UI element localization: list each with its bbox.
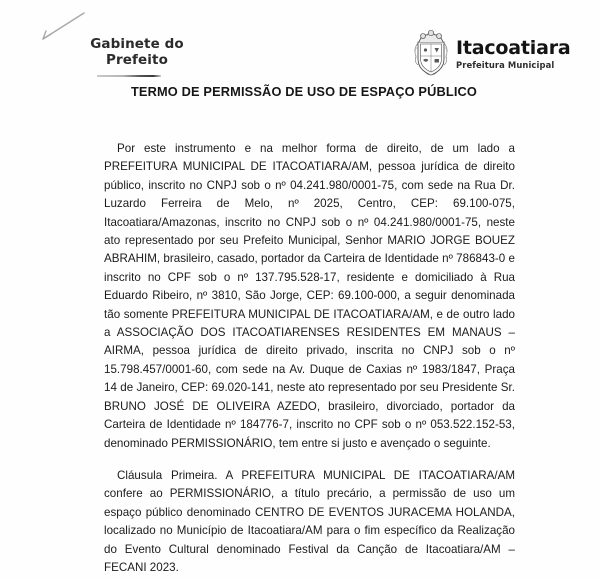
document-title: TERMO DE PERMISSÃO DE USO DE ESPAÇO PÚBLICO	[130, 84, 478, 99]
department-line-2: Prefeito	[106, 52, 168, 69]
document-header	[0, 0, 600, 86]
brand-subtitle: Prefeitura Municipal	[456, 59, 555, 70]
document-body	[104, 140, 515, 577]
municipality-brand	[412, 27, 571, 77]
brand-text-block	[456, 35, 571, 69]
department-line-1: Gabinete do	[90, 36, 184, 52]
department-heading	[72, 36, 202, 69]
paragraph-clause-first: Cláusula Primeira. A PREFEITURA MUNICIPAL DE ITACOATIARA/AM confere ao PERMISSIONÁRIO, a título precário, a permissão de uso um espaço público denominado CENTRO DE EVENTOS JURACEMA HOLANDA, localizado no Município de Itacoatiara/AM para o fim específico da Realização do Evento Cultural denominado Festival da Canção de Itacoatiara/AM – FECANI 2023.	[104, 468, 515, 574]
paragraph-parties: Por este instrumento e na melhor forma de direito, de um lado a PREFEITURA MUNICIPAL DE ITACOATIARA/AM, pessoa jurídica de direito público, inscrito no CNPJ sob o nº 04.241.980/0001-75, com sede na Rua Dr. Luzardo Ferreira de Melo, nº 2025, Centro, CEP: 69.100-075, Itacoatiara/Amazonas, inscrito no CNPJ sob o nº 04.241.980/0001-75, neste ato representado por seu Prefeito Municipal, Senhor MARIO JORGE BOUEZ ABRAHIM, brasileiro, casado, portador da Carteira de Identidade nº 786843-0 e inscrito no CPF sob o nº 137.795.528-17, residente e domiciliado à Rua Eduardo Ribeiro, nº 3810, São Jorge, CEP: 69.100-000, a seguir denominada tão somente PREFEITURA MUNICIPAL DE ITACOATIARA/AM, e de outro lado a ASSOCIAÇÃO DOS ITACOATIARENSES RESIDENTES EM MANAUS – AIRMA, pessoa jurídica de direito privado, inscrita no CNPJ sob o nº 15.798.457/0001-60, com sede na Av. Duque de Caxias nº 1983/1847, Praça 14 de Janeiro, CEP: 69.020-141, neste ato representado por seu Presidente Sr. BRUNO JOSÉ DE OLIVEIRA AZEDO, brasileiro, divorciado, portador da Carteira de Identidade nº 184776-7, inscrito no CPF sob o nº 053.522.152-53, denominado PERMISSIONÁRIO, tem entre si justo e avençado o seguinte.	[104, 142, 515, 450]
header-divider	[97, 75, 161, 77]
coat-of-arms-icon	[412, 27, 450, 77]
brand-name: Itacoatiara	[456, 36, 571, 59]
